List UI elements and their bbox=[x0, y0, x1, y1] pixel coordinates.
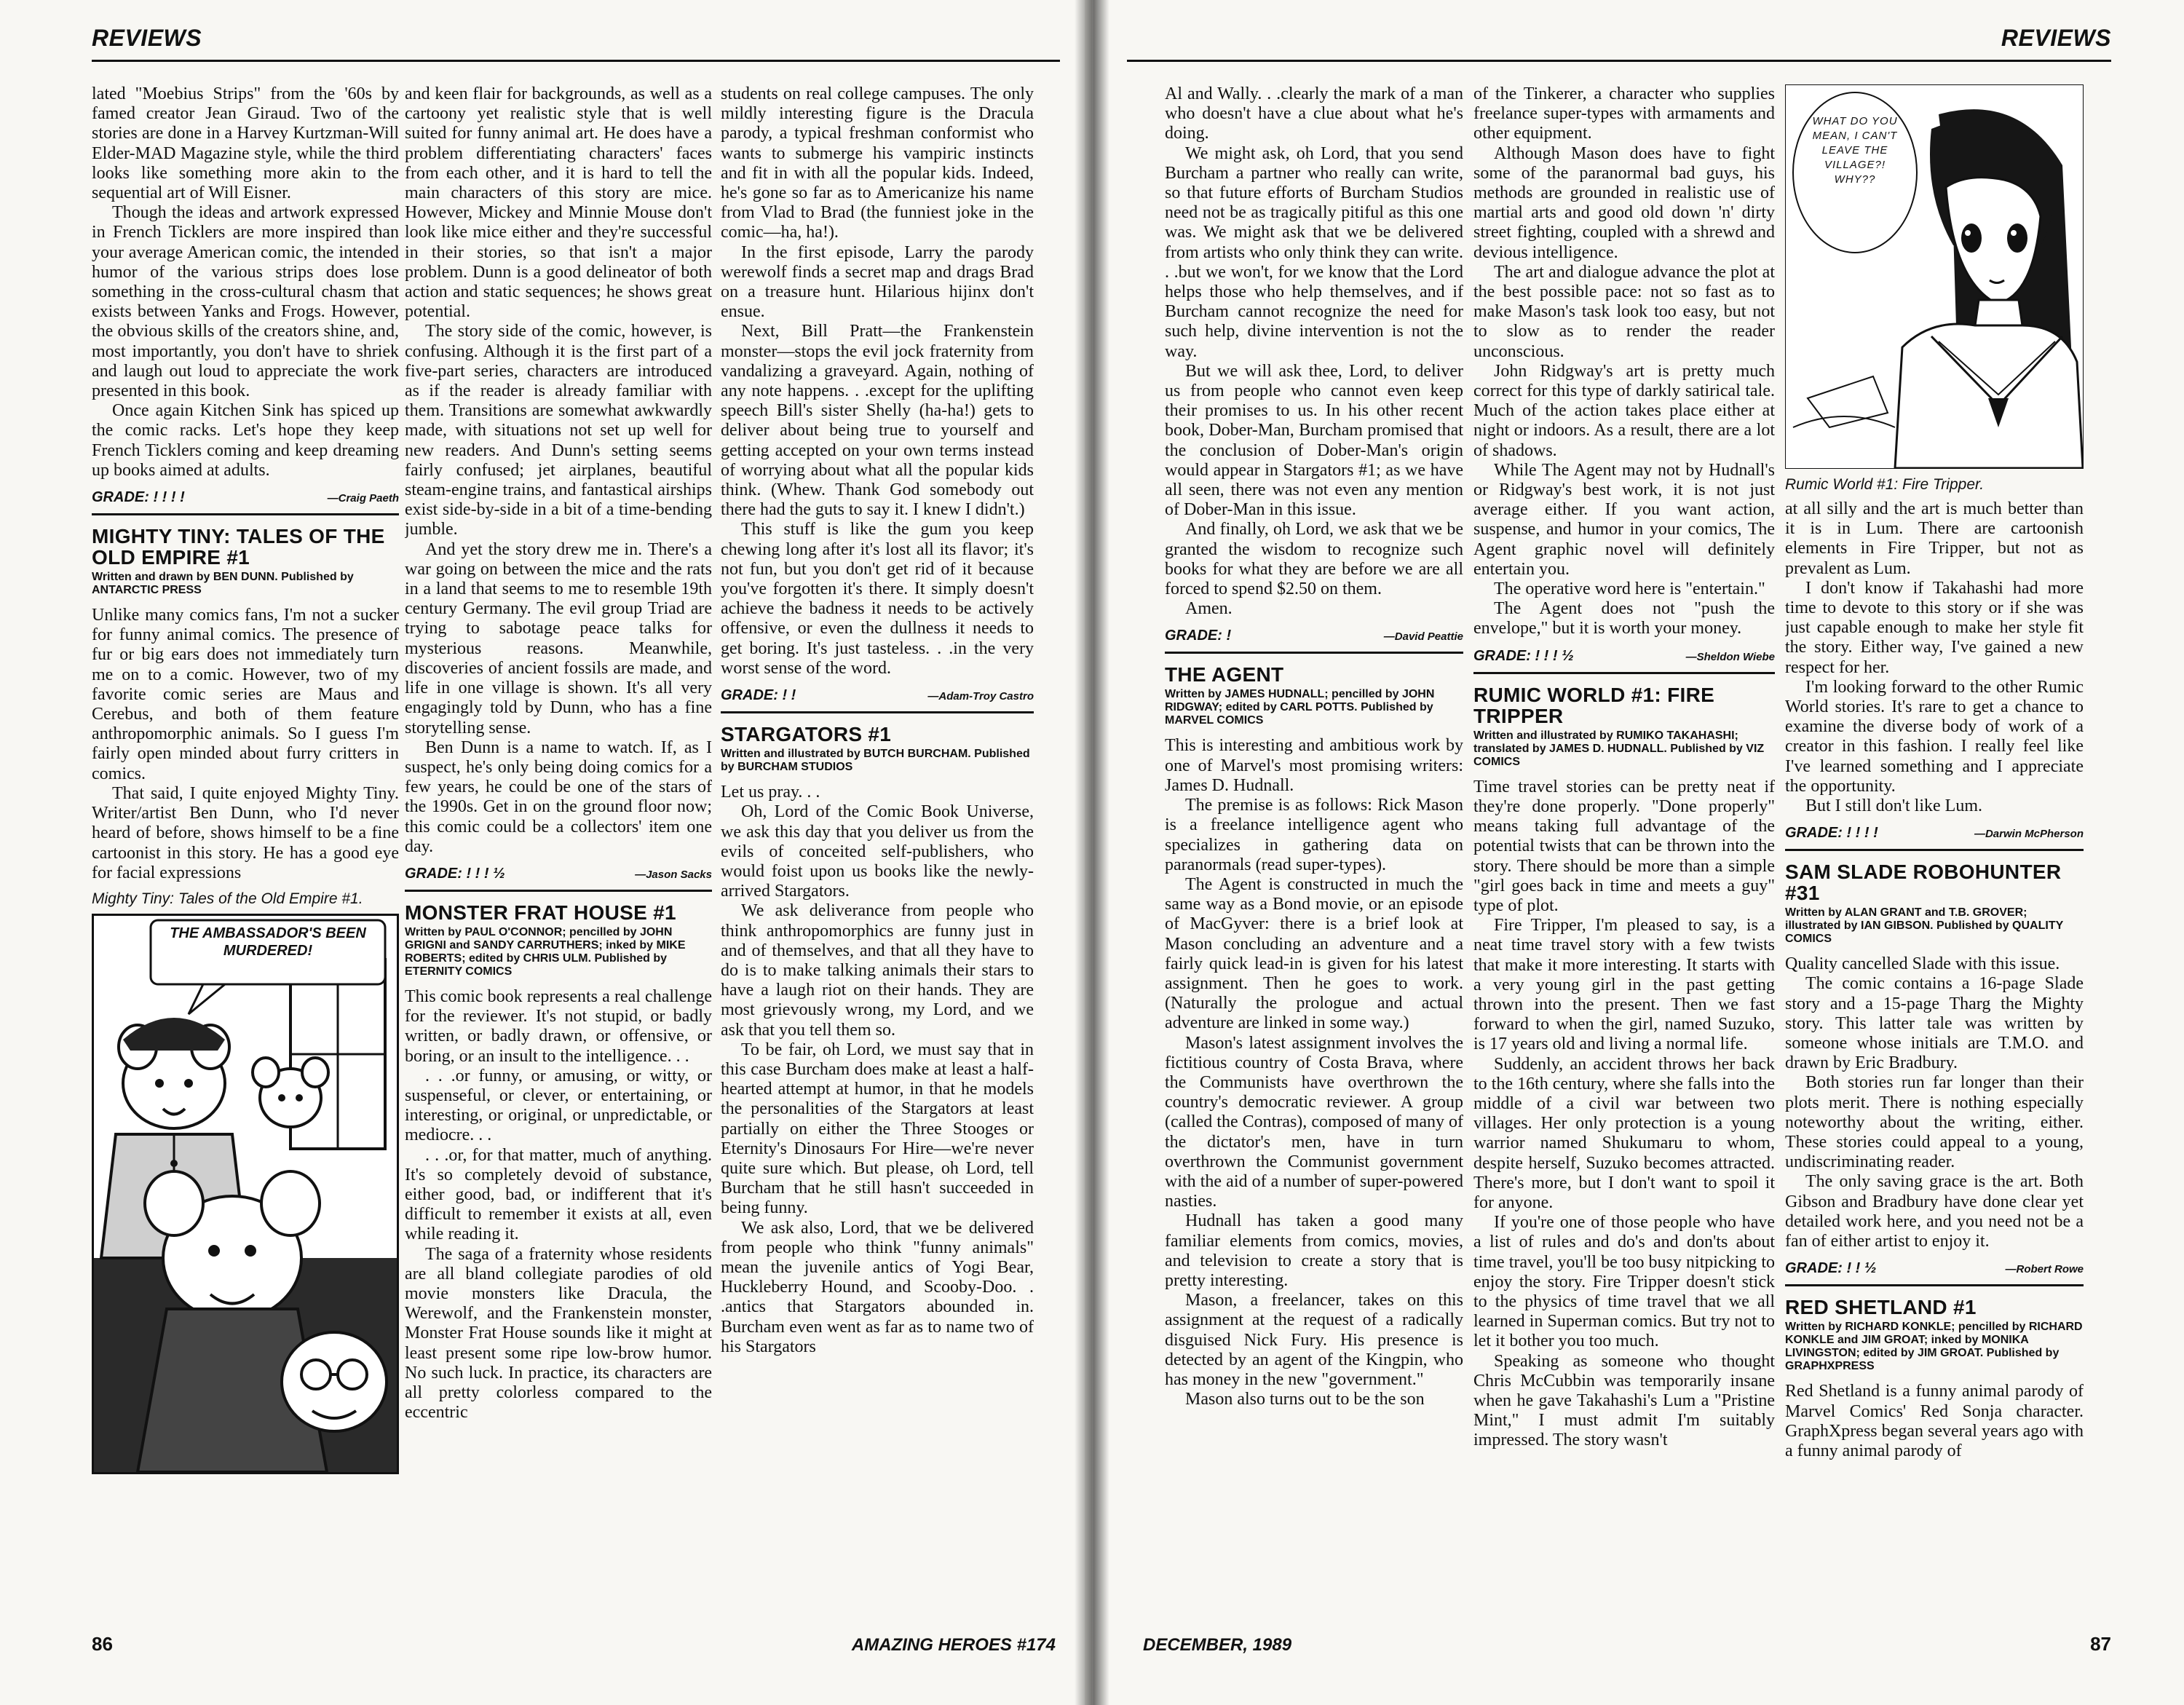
speech-balloon-text: WHAT DO YOU MEAN, I CAN'T LEAVE THE VILLAGE?! WHY?? bbox=[1812, 115, 1898, 186]
paragraph: at all silly and the art is much better than it is in Lum. There are cartoonish elements in Fire Tripper, but not as prevalent as Lum. bbox=[1785, 499, 2084, 578]
paragraph: This is interesting and ambitious work by one of Marvel's most promising writers: James D. Hudnall. bbox=[1165, 736, 1463, 795]
review-title: MIGHTY TINY: TALES OF THE OLD EMPIRE #1 bbox=[92, 525, 385, 569]
grade-value: GRADE: ! ! ½ bbox=[1785, 1260, 1877, 1277]
paragraph: Al and Wally. . .clearly the mark of a man who doesn't have a clue about what he's doing. bbox=[1165, 84, 1463, 143]
divider bbox=[1473, 672, 1775, 674]
paragraph: This stuff is like the gum you keep chewing long after it's lost all its flavor; it's not fun, but you don't get rid of it because you've forgotten it's there. It simply doesn't achieve the badness it needs to be actively offensive, or even the dullness it needs to get boring. It's just tasteless. . .in the very worst sense of the word. bbox=[721, 520, 1034, 678]
paragraph: Ben Dunn is a name to watch. If, as I suspect, he's only being doing comics for a few years, he could be one of the stars of the 1990s. Get in on the ground floor now; this comic could be a collectors' item one day. bbox=[405, 737, 712, 856]
paragraph: We ask also, Lord, that we be delivered from people who think "funny animals" mean the juvenile antics of Yogi Bear, Huckleberry Hound, and Scooby-Doo. . .antics that Stargators abounded in. Burcham even went as far as to name two of his Stargators bbox=[721, 1218, 1034, 1356]
paragraph: Unlike many comics fans, I'm not a sucker for funny animal comics. The presence of fur or big ears does not immediately turn me on to a comic. However, two of my favorite comic series are Maus and Cerebus, and both of them feature anthropomorphic animals. So I guess I'm fairly open minded about furry critters in comics. bbox=[92, 606, 399, 783]
comic-panel-rumic-world bbox=[1785, 84, 2084, 469]
page-number: 87 bbox=[2090, 1633, 2111, 1655]
review-credits: Written by PAUL O'CONNOR; pencilled by JOHN GRIGNI and SANDY CARRUTHERS; inked by MIKE ROBERTS; edited by CHRIS ULM. Published by ETERNITY COMICS bbox=[405, 925, 686, 978]
review-credits: Written by JAMES HUDNALL; pencilled by JOHN RIDGWAY; edited by CARL POTTS. Published by MARVEL COMICS bbox=[1165, 688, 1435, 727]
paragraph: Quality cancelled Slade with this issue. bbox=[1785, 954, 2060, 974]
paragraph: The Agent does not "push the envelope," but it is worth your money. bbox=[1473, 599, 1775, 638]
grade-value: GRADE: ! ! ! ½ bbox=[1473, 647, 1574, 664]
image-caption: Rumic World #1: Fire Tripper. bbox=[1785, 476, 1985, 493]
comic-panel-mighty-tiny bbox=[92, 914, 399, 1474]
review-title: SAM SLADE ROBOHUNTER #31 bbox=[1785, 861, 2062, 905]
paragraph: The premise is as follows: Rick Mason is a freelance intelligence agent who specializes in gathering data on paranormals (read super-types). bbox=[1165, 796, 1463, 874]
section-header: REVIEWS bbox=[2001, 25, 2111, 51]
paragraph: Fire Tripper, I'm pleased to say, is a neat time travel story with a few twists that make it more interesting. It starts with a very young girl in the past getting thrown into the present. Then we fast forward to when the girl, named Suzuko, is 17 years old and living a normal life. bbox=[1473, 916, 1775, 1054]
review-title: STARGATORS #1 bbox=[721, 723, 892, 746]
paragraph: Hudnall has taken a good many familiar elements from comics, movies, and television to create a story that is pretty interesting. bbox=[1165, 1211, 1463, 1290]
paragraph: Mason also turns out to be the son bbox=[1185, 1390, 1425, 1409]
page-gutter bbox=[1075, 0, 1109, 1705]
paragraph: Although Mason does have to fight some of the paranormal bad guys, his methods are grounded in realistic use of martial arts and good old down 'n' dirty street fighting, coupled with a shrewd and devious intelligence. bbox=[1473, 143, 1775, 262]
grade-line bbox=[721, 687, 1034, 704]
grade-value: GRADE: ! ! ! ! bbox=[1785, 825, 1878, 842]
review-title: THE AGENT bbox=[1165, 663, 1284, 687]
paragraph: . . .or funny, or amusing, or witty, or suspenseful, or clever, or entertaining, or interesting, or original, or unpredictable, or mediocre. . . bbox=[405, 1066, 712, 1145]
paragraph: I don't know if Takahashi had more time to devote to this story or if she was just capable enough to make her style fit the story. Either way, I've gained a new respect for her. bbox=[1785, 578, 2084, 677]
paragraph: Mason, a freelancer, takes on this assignment at the request of a radically disguised Nick Fury. His presence is detected by an agent of the Kingpin, who has money in the new "government." bbox=[1165, 1291, 1463, 1389]
reviewer-name: —Adam-Troy Castro bbox=[927, 690, 1034, 703]
paragraph: But I still don't like Lum. bbox=[1805, 796, 1982, 816]
paragraph: Suddenly, an accident throws her back to the 16th century, where she falls into the middle of a civil war between two villages. Her only protection is a young warrior named Shukumaru to whom, despite herself, Suzuko becomes attracted. There's more, but I don't want to spoil it for anyone. bbox=[1473, 1054, 1775, 1212]
left-column-2 bbox=[405, 84, 712, 1621]
left-page bbox=[0, 0, 1085, 1705]
header-rule bbox=[1127, 60, 2111, 62]
paragraph: This comic book represents a real challenge for the reviewer. It's not stupid, or badly written, or badly drawn, or offensive, or boring, or an insult to the intelligence. . . bbox=[405, 986, 712, 1066]
grade-value: GRADE: ! bbox=[1165, 628, 1232, 644]
paragraph: While The Agent may not by Hudnall's or Ridgway's best work, it is not just average either. If you want action, suspense, and humor in your comics, The Agent graphic novel will definitely entertain you. bbox=[1473, 460, 1775, 579]
paragraph: and keen flair for backgrounds, as well as a cartoony yet realistic style that is well suited for funny animal art. He does have a problem differentiating characters' faces from each other, and it is hard to tell the main characters of this story are mice. However, Mickey and Minnie Mouse don't look like mice either and they're successful in their stories, so that isn't a major problem. Dunn is a good delineator of both action and static sequences; he shows great potential. bbox=[405, 84, 712, 322]
paragraph: The art and dialogue advance the plot at the best possible pace: not so fast as to make Mason's task look too easy, but not to slow as to render the reader unconscious. bbox=[1473, 262, 1775, 361]
reviewer-name: —Craig Paeth bbox=[327, 492, 399, 505]
left-column-1 bbox=[92, 84, 399, 1621]
review-title: RUMIC WORLD #1: FIRE TRIPPER bbox=[1473, 683, 1715, 727]
paragraph: The only saving grace is the art. Both Gibson and Bradbury have done clear yet detailed work here, and you need not be a fan of either artist to enjoy it. bbox=[1785, 1172, 2084, 1251]
comic-panel-art bbox=[94, 916, 397, 1472]
speech-balloon-text: THE AMBASSADOR'S BEEN MURDERED! bbox=[170, 925, 366, 959]
reviewer-name: —Robert Rowe bbox=[2005, 1263, 2084, 1276]
grade-value: GRADE: ! ! ! ! bbox=[92, 489, 185, 506]
paragraph: lated "Moebius Strips" from the '60s by famed creator Jean Giraud. Two of the stories are done in a Harvey Kurtzman-Will Elder-MAD Magazine style, while the third looks like something more akin to the sequential art of Will Eisner. bbox=[92, 84, 399, 203]
footer-issue-date: DECEMBER, 1989 bbox=[1143, 1635, 1292, 1655]
paragraph: The story side of the comic, however, is confusing. Although it is the first part of a five-part series, characters are introduced as if the reader is already familiar with them. Transitions are somewhat awkwardly made, with situations not set up well for new readers. And Dunn's setting seems fairly confused; jet airplanes, beautiful steam-engine trains, and fantastical airships exist side-by-side in a bit of a time-bending jumble. bbox=[405, 322, 712, 539]
divider bbox=[1165, 652, 1463, 654]
comic-panel-art bbox=[1786, 85, 2083, 468]
paragraph: The saga of a fraternity whose residents are all bland collegiate parodies of old movie monsters like Dracula, the Werewolf, and the Frankenstein monster, Monster Frat House sounds like it might at least present some ripe low-brow humor. No such luck. In practice, its characters are all pretty colorless compared to the eccentric bbox=[405, 1244, 712, 1423]
paragraph: And finally, oh Lord, we ask that we be granted the wisdom to recognize such books for what they are before we are all forced to spend $2.50 on them. bbox=[1165, 520, 1463, 599]
right-column-2 bbox=[1473, 84, 1775, 1621]
divider bbox=[92, 513, 399, 515]
paragraph: If you're one of those people who have a list of rules and do's and don'ts about time travel, you'll be too busy nitpicking to enjoy the story. Fire Tripper doesn't stick to the physics of time travel that we all learned in Superman comics. But try not to let it bother you too much. bbox=[1473, 1213, 1775, 1351]
paragraph: John Ridgway's art is pretty much correct for this type of darkly satirical tale. Much of the action takes place either at night or indoors. As a result, there are a lot of shadows. bbox=[1473, 361, 1775, 460]
paragraph: Once again Kitchen Sink has spiced up the comic racks. Let's hope they keep French Ticklers coming and keep dreaming up books aimed at adults. bbox=[92, 401, 399, 480]
paragraph: Mason's latest assignment involves the fictitious country of Costa Brava, where the Communists have overthrown the country's democratic reviewer. A group (called the Contras), composed of many of the dictator's men, have in turn overthrown the Communist government with the aid of a number of super-powered nasties. bbox=[1165, 1033, 1463, 1211]
review-credits: Written and drawn by BEN DUNN. Published by ANTARCTIC PRESS bbox=[92, 571, 354, 597]
header-rule bbox=[92, 60, 1060, 62]
page-number: 86 bbox=[92, 1633, 113, 1655]
paragraph: To be fair, oh Lord, we must say that in this case Burcham does make at least a half-hearted attempt at humor, in that he models the personalities of the Stargators at least partially on either the Three Stooges or Eternity's Dinosaurs For Hire—we're never quite sure which. But please, oh Lord, tell Burcham that he still hasn't succeeded in being funny. bbox=[721, 1040, 1034, 1218]
paragraph: of the Tinkerer, a character who supplies freelance super-types with armaments and other equipment. bbox=[1473, 84, 1775, 143]
right-column-1 bbox=[1165, 84, 1463, 1621]
divider bbox=[1785, 849, 2084, 851]
review-credits: Written by ALAN GRANT and T.B. GROVER; illustrated by IAN GIBSON. Published by QUALITY COMICS bbox=[1785, 906, 2063, 946]
paragraph: Amen. bbox=[1185, 599, 1233, 619]
paragraph: The Agent is constructed in much the same way as a Bond movie, or an episode of MacGyver: there is a brief look at Mason concluding an adventure and a fairly quick lead-in is given for his latest assignment. Then he goes to work. (Naturally the prologue and actual adventure are linked in some way.) bbox=[1165, 874, 1463, 1033]
paragraph: Speaking as someone who thought Chris McCubbin was temporarily insane when he gave Takahashi's Lum a "Pristine Mint," I must admit I'm suitably impressed. The story wasn't bbox=[1473, 1351, 1775, 1450]
grade-value: GRADE: ! ! ! ½ bbox=[405, 865, 505, 882]
right-column-3 bbox=[1785, 84, 2084, 1621]
reviewer-name: —Jason Sacks bbox=[635, 868, 712, 881]
review-title: MONSTER FRAT HOUSE #1 bbox=[405, 901, 676, 924]
reviewer-name: —Darwin McPherson bbox=[1974, 828, 2084, 841]
paragraph: But we will ask thee, Lord, to deliver us from people who cannot even keep their promises to us. In his other recent book, Dober-Man, Burcham promised that the conclusion of Dober-Man's origin would appear in Stargators #1; as we have all seen, there was not even any mention of Dober-Man in this issue. bbox=[1165, 361, 1463, 520]
review-credits: Written and illustrated by BUTCH BURCHAM. Published by BURCHAM STUDIOS bbox=[721, 748, 1030, 774]
reviewer-name: —David Peattie bbox=[1383, 630, 1463, 644]
section-header: REVIEWS bbox=[92, 25, 202, 51]
paragraph: Red Shetland is a funny animal parody of Marvel Comics' Red Sonja character. GraphXpress began several years ago with a funny animal parody of bbox=[1785, 1382, 2084, 1460]
paragraph: Though the ideas and artwork expressed in French Ticklers are more inspired than your average American comic, the intended humor of the various strips does lose something in the cross-cultural chasm that exists between Yanks and Frogs. However, the obvious skills of the creators shine, and, most importantly, you don't have to shriek and laugh out loud to appreciate the work presented in this book. bbox=[92, 203, 399, 401]
paragraph: Oh, Lord of the Comic Book Universe, we ask this day that you deliver us from the evils of conceited self-publishers, who would foist upon us books like the newly-arrived Stargators. bbox=[721, 802, 1034, 901]
paragraph: . . .or, for that matter, much of anything. It's so completely devoid of substance, either good, bad, or indifferent that it's difficult to remember it exists at all, even while reading it. bbox=[405, 1145, 712, 1244]
paragraph: And yet the story drew me in. There's a war going on between the mice and the rats in a land that seems to me to resemble 19th century Germany. The evil group Triad are trying to sabotage peace talks for mysterious reasons. Meanwhile, discoveries of ancient fossils are made, and life in one village is shown. It's all very engagingly told by Dunn, who has a fine storytelling sense. bbox=[405, 539, 712, 737]
review-credits: Written by RICHARD KONKLE; pencilled by RICHARD KONKLE and JIM GROAT; inked by MONIKA LIVINGSTON; edited by JIM GROAT. Published by GRAPHXPRESS bbox=[1785, 1321, 2083, 1373]
grade-line bbox=[1165, 628, 1463, 644]
paragraph: Both stories run far longer than their plots merit. There is nothing especially noteworthy about the writing, either. These stories could appeal to a young, undiscriminating reader. bbox=[1785, 1073, 2084, 1172]
grade-line bbox=[92, 489, 399, 506]
paragraph: That said, I quite enjoyed Mighty Tiny. Writer/artist Ben Dunn, who I'd never heard of before, shows himself to be a fine cartoonist in this story. He has a good eye for facial expressions bbox=[92, 783, 399, 882]
paragraph: Next, Bill Pratt—the Frankenstein monster—stops the evil jock fraternity from vandalizing a graveyard. Again, nothing of any note happens. . .except for the uplifting speech Bill's sister Shelly (ha-ha!) gets to deliver about being true to yourself and getting accepted on your own terms instead of worrying about what all the popular kids think. (Whew. Thank God somebody out there had the guts to say it. I knew I didn't.) bbox=[721, 322, 1034, 520]
paragraph: We might ask, oh Lord, that you send Burcham a partner who really can write, so that future efforts of Burcham Studios need not be as tragically pitiful as this one was. We might ask that we be delivered from artists who only think they can write. . .but we won't, for we know that the Lord helps those who help themselves, and if Burcham cannot recognize the need for such help, divine intervention is not the way. bbox=[1165, 143, 1463, 361]
grade-line bbox=[1785, 1260, 2084, 1277]
image-caption: Mighty Tiny: Tales of the Old Empire #1. bbox=[92, 890, 363, 907]
review-title: RED SHETLAND #1 bbox=[1785, 1296, 1977, 1319]
paragraph: I'm looking forward to the other Rumic World stories. It's rare to get a chance to examine the diverse body of work of a creator in this fashion. I really feel like I've learned something and I appreciate the opportunity. bbox=[1785, 677, 2084, 796]
footer-magazine-title: AMAZING HEROES #174 bbox=[851, 1635, 1056, 1655]
paragraph: The operative word here is "entertain." bbox=[1494, 579, 1765, 599]
paragraph: students on real college campuses. The only mildly interesting figure is the Dracula parody, a typical freshman conformist who wants to submerge his vampiric instincts and fit in with all the popular kids. Indeed, he's gone so far as to Americanize his name from Vlad to Brad (the funniest joke in the comic—ha, ha!). bbox=[721, 84, 1034, 242]
paragraph: In the first episode, Larry the parody werewolf finds a secret map and drags Brad on a treasure hunt. Hilarious hijinx don't ensue. bbox=[721, 242, 1034, 322]
review-credits: Written and illustrated by RUMIKO TAKAHASHI; translated by JAMES D. HUDNALL. Published by VIZ COMICS bbox=[1473, 729, 1765, 768]
paragraph: The comic contains a 16-page Slade story and a 15-page Tharg the Mighty story. This latter tale was written by someone whose initials are T.M.O. and drawn by Eric Bradbury. bbox=[1785, 974, 2084, 1073]
divider bbox=[405, 890, 712, 892]
divider bbox=[721, 711, 1034, 713]
grade-line bbox=[1473, 648, 1775, 665]
left-column-3 bbox=[721, 84, 1034, 1621]
divider bbox=[1785, 1284, 2084, 1286]
grade-line bbox=[1785, 825, 2084, 842]
paragraph: Time travel stories can be pretty neat if they're done properly. "Done properly" means taking full advantage of the potential twists that can be thrown into the story. There should be more than a simple "girl goes back in time and meets a guy" type of plot. bbox=[1473, 777, 1775, 915]
right-page bbox=[1092, 0, 2184, 1705]
grade-line bbox=[405, 866, 712, 882]
paragraph: Let us pray. . . bbox=[721, 783, 820, 802]
reviewer-name: —Sheldon Wiebe bbox=[1685, 650, 1775, 663]
paragraph: We ask deliverance from people who think anthropomorphics are funny just in and of themselves, and that all they have to do is to make talking animals their stars to have a laugh riot on their hands. They are most grievously wrong, my Lord, and we ask that you tell them so. bbox=[721, 901, 1034, 1040]
grade-value: GRADE: ! ! bbox=[721, 687, 796, 704]
